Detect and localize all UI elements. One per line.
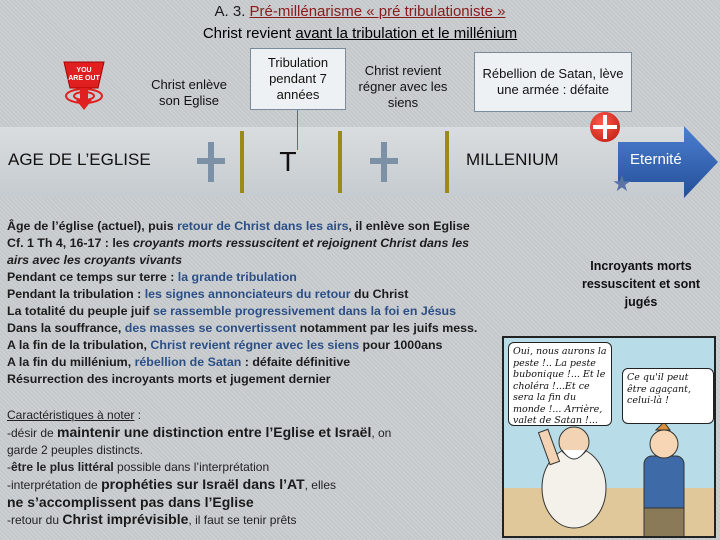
text-line <box>7 320 567 337</box>
text-line <box>7 235 567 252</box>
svg-text:YOU: YOU <box>76 67 92 74</box>
text-span: A la fin du millénium, <box>7 355 135 369</box>
title-main: Pré-millénarisme « pré tribulationiste » <box>249 3 506 20</box>
text-span: se rassemble progressivement dans la foi en Jésus <box>152 304 456 318</box>
period-divider <box>240 131 244 193</box>
text-span: être le plus littéral <box>11 460 114 474</box>
heading-text: Caractéristiques à noter <box>7 408 135 422</box>
period-divider <box>445 131 449 193</box>
tribulation-connector <box>297 110 298 150</box>
text-span: , elles <box>304 478 336 492</box>
characteristic-item: ne s’accomplissent pas dans l’Eglise <box>7 494 254 510</box>
speech-bubble: Ce qu'il peut être agaçant, celui-là ! <box>622 368 714 424</box>
box-christ-revient: Christ revient régner avec les siens <box>358 63 448 110</box>
title-number: A. 3. <box>214 3 246 20</box>
text-span: A la fin de la tribulation, <box>7 338 151 352</box>
speech-bubble: Oui, nous aurons la peste !.. La peste bubonique !... Et le choléra !...Et ce sera la fin du monde !... Arrière, valet de Satan !... <box>508 342 612 426</box>
text-span: du Christ <box>350 287 409 301</box>
box-rebellion-satan: Rébellion de Satan, lève une armée : défaite <box>474 52 632 112</box>
text-span: la grande tribulation <box>177 270 297 284</box>
text-span: maintenir une distinction entre l’Eglise et Israël <box>57 424 372 440</box>
eternite-label: Eternité <box>630 151 682 168</box>
tribulation-t-label: T <box>280 148 296 178</box>
you-are-out-logo <box>58 58 110 114</box>
millenium-label: MILLENIUM <box>466 150 559 169</box>
characteristic-item <box>7 459 399 476</box>
text-line <box>7 337 567 354</box>
text-span: Pendant ce temps sur terre : <box>7 270 178 284</box>
red-cross-circle-icon <box>590 112 620 142</box>
characteristic-item <box>7 511 399 529</box>
text-span: Christ revient régner avec les siens <box>150 338 360 352</box>
slide-subtitle <box>0 25 720 42</box>
text-span: : défaite définitive <box>241 355 351 369</box>
text-span: Cf. 1 Th 4, 16-17 : les <box>7 236 134 250</box>
svg-text:ARE OUT: ARE OUT <box>68 75 100 82</box>
age-eglise-label: AGE DE L’EGLISE <box>8 150 151 169</box>
cross-icon <box>197 142 225 182</box>
text-span: Dans la souffrance, <box>7 321 125 335</box>
text-line <box>7 286 567 303</box>
text-span: -interprétation de <box>7 478 102 492</box>
tintin-comic-panel <box>502 336 716 538</box>
text-span: , il enlève son Eglise <box>348 219 470 233</box>
subtitle-underlined: avant la tribulation et le millénium <box>295 25 518 42</box>
text-span: , il faut se tenir prêts <box>188 513 297 527</box>
text-span: La totalité du peuple juif <box>7 304 153 318</box>
text-span: , on garde 2 peuples distincts. <box>7 426 392 457</box>
text-span: Âge de l’église (actuel), puis <box>7 219 178 233</box>
text-span: possible dans l’interprétation <box>113 460 270 474</box>
text-line <box>7 218 567 235</box>
subtitle-start: Christ revient <box>202 25 296 42</box>
text-line <box>7 269 567 286</box>
text-span: croyants morts ressuscitent et rejoignent Christ dans les <box>133 236 470 250</box>
main-text <box>7 218 567 388</box>
text-span: -désir de <box>7 426 58 440</box>
text-span: rébellion de Satan <box>134 355 242 369</box>
period-divider <box>338 131 342 193</box>
text-span: -retour du <box>7 513 63 527</box>
heading-suffix: : <box>134 408 142 422</box>
characteristic-item <box>7 424 399 459</box>
text-span: les signes annonciateurs du retour <box>144 287 351 301</box>
box-tribulation: Tribulation pendant 7 années <box>250 48 346 110</box>
text-span: Christ imprévisible <box>62 511 189 527</box>
text-span: notamment par les juifs mess. <box>296 321 478 335</box>
star-icon: ★ <box>612 171 632 196</box>
text-line <box>7 354 567 371</box>
cross-icon <box>370 142 398 182</box>
characteristics-heading <box>7 407 399 424</box>
side-note: Incroyants morts ressuscitent et sont jugés <box>581 259 701 309</box>
text-line: airs avec les croyants vivants <box>7 253 182 267</box>
text-span: - <box>7 460 11 474</box>
text-span: retour de Christ dans les airs <box>177 219 349 233</box>
text-line: Résurrection des incroyants morts et jugement dernier <box>7 372 331 386</box>
slide-title <box>0 3 720 20</box>
characteristic-item <box>7 476 399 494</box>
text-span: Pendant la tribulation : <box>7 287 145 301</box>
characteristics-block <box>7 407 399 529</box>
text-line <box>7 303 567 320</box>
text-span: pour 1000ans <box>359 338 443 352</box>
box-christ-enleve: Christ enlève son Eglise <box>151 77 227 108</box>
text-span: prophéties sur Israël dans l’AT <box>101 476 305 492</box>
text-span: des masses se convertissent <box>124 321 297 335</box>
